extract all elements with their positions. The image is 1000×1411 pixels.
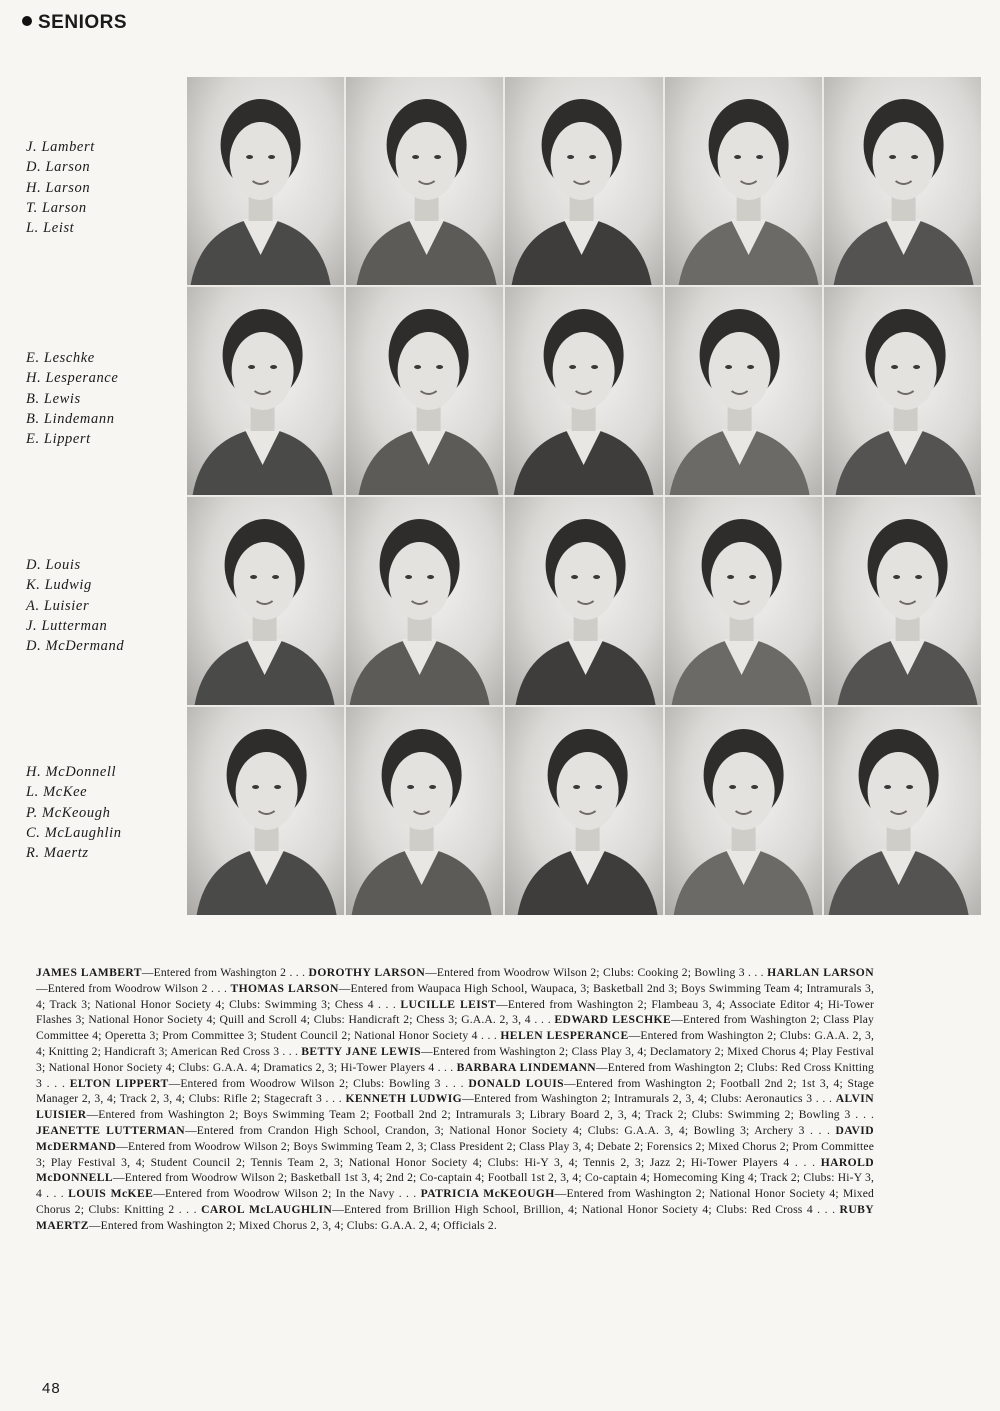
bio-student-name: ALVIN LUISIER xyxy=(36,1092,874,1122)
student-name: L. McKee xyxy=(26,784,88,801)
bio-student-name: DONALD LOUIS xyxy=(468,1076,564,1090)
bio-details: —Entered from Brillion High School, Brillion, 4; National Honor Society 4; Clubs: Red Cross 4 . . . xyxy=(332,1202,840,1216)
bio-details: —Entered from Washington 2; Class Play 3, 4; Declamatory 2; Mixed Chorus 4; Play Festival 3; National Honor Society 4; Clubs: G.A.A. 4; Dramatics 2, 3; Hi-Tower Players 4 . . . xyxy=(36,1044,874,1074)
student-portrait xyxy=(665,707,822,915)
bio-details: —Entered from Washington 2; Mixed Chorus 2, 3, 4; Clubs: G.A.A. 2, 4; Officials 2. xyxy=(88,1218,497,1232)
bio-student-name: ELTON LIPPERT xyxy=(69,1076,169,1090)
bio-details: —Entered from Washington 2 . . . xyxy=(141,966,309,979)
row-names xyxy=(26,762,186,863)
bio-student-name: KENNETH LUDWIG xyxy=(345,1092,463,1106)
bio-student-name: HARLAN LARSON xyxy=(767,966,874,979)
student-name: A. Luisier xyxy=(26,597,90,614)
student-name: H. McDonnell xyxy=(26,764,117,780)
student-portrait xyxy=(505,707,662,915)
bio-details: —Entered from Crandon High School, Crandon, 3; National Honor Society 4; Clubs: G.A.A. 3, 4; Bowling 3; Archery 3 . . . xyxy=(185,1123,836,1137)
student-name: L. Leist xyxy=(26,220,75,237)
student-name: E. Lippert xyxy=(26,431,91,448)
student-portrait xyxy=(824,287,981,495)
biographies xyxy=(36,965,874,1234)
bio-student-name: DAVID McDERMAND xyxy=(36,1123,874,1153)
student-portrait xyxy=(824,77,981,285)
bio-details: —Entered from Washington 2; Class Play Committee 4; Operetta 3; Prom Committee 3; Student Council 2; National Honor Society 4 . . . xyxy=(36,1013,875,1043)
student-portrait xyxy=(665,77,822,285)
bio-student-name: RUBY MAERTZ xyxy=(36,1202,874,1232)
bio-student-name: HELEN LESPERANCE xyxy=(500,1029,629,1043)
bio-student-name: HAROLD McDONNELL xyxy=(36,1155,874,1185)
bio-student-name: CAROL McLAUGHLIN xyxy=(201,1202,333,1216)
bio-details: —Entered from Woodrow Wilson 2; Boys Swimming Team 2, 3; Class President 2; Class Play 3, 4; Debate 2; Forensics 2; Mixed Chorus 2; Prom Committee 3; Play Festival 3, 4; Student Council 2; Tennis Team 2, 3; National Honor Society 4; Clubs: Hi-Y 3, 4; Tennis 2, 3; Jazz 2; Hi-Tower Players 4 . . . xyxy=(36,1139,874,1169)
bio-details: —Entered from Washington 2; Clubs: Red Cross Knitting 3 . . . xyxy=(36,1060,874,1090)
student-name: E. Leschke xyxy=(26,350,95,366)
student-portrait xyxy=(346,287,503,495)
row-names xyxy=(26,555,186,656)
bullet-icon xyxy=(22,16,32,26)
row-names xyxy=(26,348,186,449)
student-name: C. McLaughlin xyxy=(26,824,122,841)
bio-details: —Entered from Waupaca High School, Waupaca, 3; Basketball 2nd 3; Boys Swimming Team 4; Intramurals 3, 4; Track 3; National Honor Society 4; Clubs: Swimming 3; Chess 4 . . . xyxy=(36,981,874,1011)
student-name: J. Lambert xyxy=(26,139,95,155)
bio-details: —Entered from Woodrow Wilson 2; Basketball 1st 3, 4; 2nd 2; Co-captain 4; Football 1st 2, 3, 4; Co-captain 4; Homecoming King 4; Track 2; Clubs: Hi-Y 3, 4 . . . xyxy=(36,1171,874,1201)
student-portrait xyxy=(665,287,822,495)
page-number: 48 xyxy=(42,1380,61,1397)
section-heading xyxy=(22,12,127,34)
student-portrait xyxy=(187,497,344,705)
bio-details: —Entered from Washington 2; Intramurals 2, 3, 4; Clubs: Aeronautics 3 . . . xyxy=(462,1092,836,1106)
student-portrait xyxy=(824,707,981,915)
student-name: H. Lesperance xyxy=(26,370,119,387)
student-portrait xyxy=(346,77,503,285)
student-name: P. McKeough xyxy=(26,804,111,821)
bio-student-name: THOMAS LARSON xyxy=(230,981,339,995)
bio-student-name: EDWARD LESCHKE xyxy=(554,1013,672,1027)
student-name: J. Lutterman xyxy=(26,617,108,634)
bio-details: —Entered from Washington 2; Flambeau 3, 4; Associate Editor 4; Hi-Tower Flashes 3; National Honor Society 4; Quill and Scroll 4; Clubs: Handicraft 2; Chess 3; G.A.A. 2, 3, 4 . . . xyxy=(36,997,875,1027)
section-title: SENIORS xyxy=(38,12,128,33)
student-portrait xyxy=(346,707,503,915)
bio-student-name: LUCILLE LEIST xyxy=(400,997,497,1011)
student-portrait xyxy=(665,497,822,705)
student-portrait xyxy=(824,497,981,705)
bio-details: —Entered from Woodrow Wilson 2; Clubs: Cooking 2; Bowling 3 . . . xyxy=(425,966,768,979)
student-name: D. McDermand xyxy=(26,638,125,655)
student-portrait xyxy=(187,287,344,495)
student-name: D. Louis xyxy=(26,557,81,573)
student-name: B. Lindemann xyxy=(26,410,115,427)
student-portrait xyxy=(505,497,662,705)
bio-details: —Entered from Washington 2; National Honor Society 4; Mixed Chorus 2; Clubs: Knitting 2 . . . xyxy=(36,1187,874,1216)
bio-details: —Entered from Washington 2; Boys Swimming Team 2; Football 2nd 2; Intramurals 3; Library Board 2, 3, 4; Track 2; Clubs: Swimming 2; Bowling 3 . . . xyxy=(86,1108,874,1122)
bio-student-name: PATRICIA McKEOUGH xyxy=(420,1187,555,1201)
bio-details: —Entered from Woodrow Wilson 2; In the Navy . . . xyxy=(153,1187,421,1201)
bio-student-name: JAMES LAMBERT xyxy=(36,966,142,979)
portrait-grid xyxy=(187,77,981,915)
bio-student-name: BETTY JANE LEWIS xyxy=(301,1044,421,1058)
student-name: K. Ludwig xyxy=(26,577,92,594)
student-name: T. Larson xyxy=(26,199,87,216)
student-name: D. Larson xyxy=(26,159,91,176)
bio-student-name: LOUIS McKEE xyxy=(68,1187,154,1201)
bio-student-name: DOROTHY LARSON xyxy=(308,966,426,979)
student-portrait xyxy=(187,77,344,285)
student-portrait xyxy=(346,497,503,705)
student-portrait xyxy=(505,287,662,495)
bio-details: —Entered from Washington 2; Clubs: G.A.A. 2, 3, 4; Knitting 2; Handicraft 3; American Red Cross 3 . . . xyxy=(36,1029,874,1058)
bio-details: —Entered from Woodrow Wilson 2 . . . xyxy=(36,981,231,995)
bio-details: —Entered from Woodrow Wilson 2; Clubs: Bowling 3 . . . xyxy=(168,1076,469,1090)
bio-details: —Entered from Washington 2; Football 2nd 2; 1st 3, 4; Stage Manager 2, 3, 4; Track 2, 3, 4; Clubs: Rifle 2; Stagecraft 3 . . . xyxy=(36,1076,874,1106)
bio-paragraph xyxy=(36,965,874,1234)
student-name: R. Maertz xyxy=(26,845,89,862)
student-name: B. Lewis xyxy=(26,390,81,407)
row-names xyxy=(26,137,186,238)
bio-student-name: JEANETTE LUTTERMAN xyxy=(36,1123,186,1137)
bio-student-name: BARBARA LINDEMANN xyxy=(456,1060,597,1074)
student-portrait xyxy=(505,77,662,285)
student-name: H. Larson xyxy=(26,179,91,196)
student-portrait xyxy=(187,707,344,915)
